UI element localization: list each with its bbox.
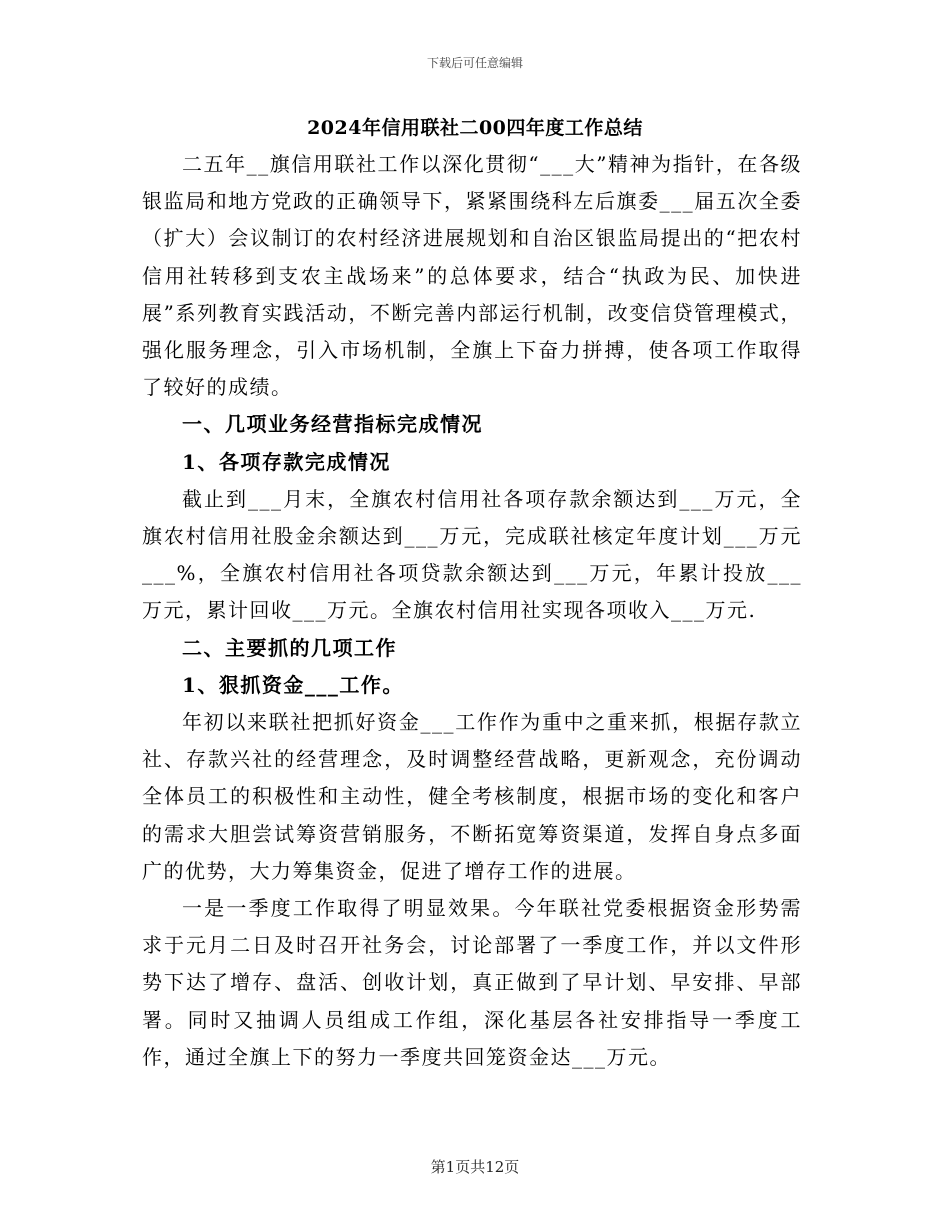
header-note: 下载后可任意编辑 xyxy=(426,56,523,70)
paragraph-first-quarter: 一是一季度工作取得了明显效果。今年联社党委根据资金形势需求于元月二日及时召开社务会，讨论部署了一季度工作，并以文件形势下达了增存、盘活、创收计划，真正做到了早计划、早安排、早部署。同时又抽调人员组成工作组，深化基层各社安排指导一季度工作，通过全旗上下的努力一季度共回笼资金达___万元。 xyxy=(142,896,802,1069)
section-heading-1: 一、几项业务经营指标完成情况 xyxy=(182,412,483,437)
subsection-heading-1-1: 1、各项存款完成情况 xyxy=(182,449,391,474)
subsection-heading-2-1: 1、狠抓资金___工作。 xyxy=(182,672,404,697)
document-title: 2024年信用联社二00四年度工作总结 xyxy=(307,117,643,139)
page-number-footer: 第1页共12页 xyxy=(430,1158,520,1176)
paragraph-deposits: 截止到___月末，全旗农村信用社各项存款余额达到___万元，全旗农村信用社股金余额达到___万元，完成联社核定年度计划___万元___%，全旗农村信用社各项贷款余额达到___万元，年累计投放___万元，累计回收___万元。全旗农村信用社实现各项收入___万元. xyxy=(142,486,802,623)
paragraph-intro: 二五年__旗信用联社工作以深化贯彻“___大”精神为指针，在各级银监局和地方党政的正确领导下，紧紧围绕科左后旗委___届五次全委（扩大）会议制订的农村经济进展规划和自治区银监局提出的“把农村信用社转移到支农主战场来”的总体要求，结合“执政为民、加快进展”系列教育实践活动，不断完善内部运行机制，改变信贷管理模式，强化服务理念，引入市场机制，全旗上下奋力拼搏，使各项工作取得了较好的成绩。 xyxy=(142,152,802,400)
document-body xyxy=(142,146,802,1076)
paragraph-funds-work: 年初以来联社把抓好资金___工作作为重中之重来抓，根据存款立社、存款兴社的经营理念，及时调整经营战略，更新观念，充份调动全体员工的积极性和主动性，健全考核制度，根据市场的变化和客户的需求大胆尝试筹资营销服务，不断拓宽筹资渠道，发挥自身点多面广的优势，大力筹集资金，促进了增存工作的进展。 xyxy=(142,710,802,883)
section-heading-2: 二、主要抓的几项工作 xyxy=(182,635,397,660)
